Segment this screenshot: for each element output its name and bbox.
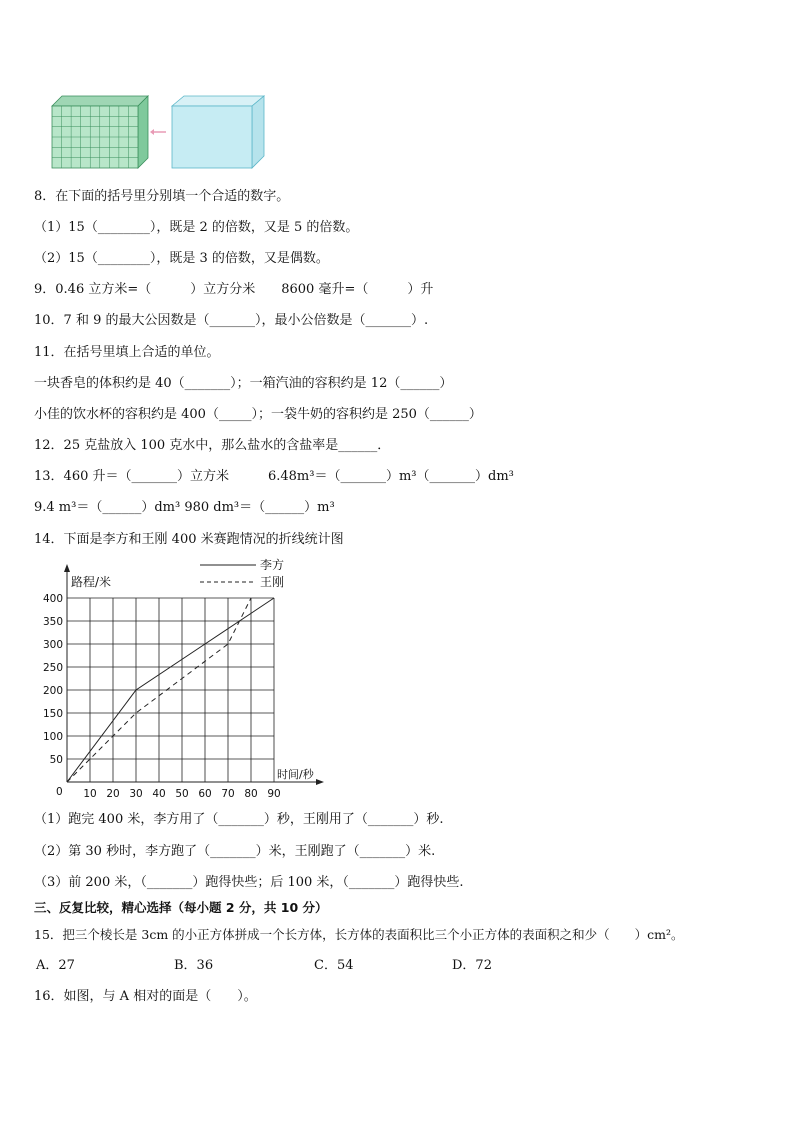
q14-title: 14．下面是李方和王刚 400 米赛跑情况的折线统计图 <box>34 532 344 547</box>
x-tick-label: 70 <box>221 788 235 800</box>
q13-line1: 13．460 升＝（_______）立方米 6.48m³＝（_______）m³（_______）dm³ <box>34 469 514 484</box>
q16: 16．如图，与 A 相对的面是（ ）。 <box>34 989 257 1004</box>
q8-part1: （1）15（________），既是 2 的倍数，又是 5 的倍数。 <box>34 220 359 235</box>
grid-cuboid <box>52 96 148 168</box>
y-tick-label: 300 <box>42 639 63 651</box>
line-chart <box>40 556 340 804</box>
q9: 9．0.46 立方米=（ ）立方分米 8600 毫升=（ ）升 <box>34 282 434 297</box>
q15-option-d[interactable]: D．72 <box>452 958 492 973</box>
y-axis-label: 路程/米 <box>71 575 112 589</box>
q15-option-c[interactable]: C．54 <box>314 958 354 973</box>
x-axis-label: 时间/秒 <box>277 768 314 781</box>
chart-grid <box>67 598 274 782</box>
q15-option-b[interactable]: B．36 <box>174 958 214 973</box>
q8-title: 8．在下面的括号里分别填一个合适的数字。 <box>34 189 290 204</box>
x-tick-label: 30 <box>129 788 143 800</box>
y-tick-label: 50 <box>49 754 63 766</box>
q15-option-a[interactable]: A．27 <box>36 958 75 973</box>
x-tick-label: 20 <box>106 788 120 800</box>
y-tick-label: 200 <box>42 685 63 697</box>
y-tick-label: 400 <box>42 593 63 605</box>
y-tick-label: 150 <box>42 708 63 720</box>
q11-title: 11．在括号里填上合适的单位。 <box>34 345 220 360</box>
x-tick-label: 60 <box>198 788 212 800</box>
empty-box <box>172 96 264 168</box>
q13-line2: 9.4 m³＝（______）dm³ 980 dm³＝（______）m³ <box>34 500 335 515</box>
y-axis-arrow-icon <box>64 564 70 572</box>
section-3-heading: 三、反复比较，精心选择（每小题 2 分，共 10 分） <box>34 900 328 915</box>
q10: 10．7 和 9 的最大公因数是（_______），最小公倍数是（_______）. <box>34 313 429 328</box>
q15-stem: 15．把三个棱长是 3cm 的小正方体拼成一个长方体，长方体的表面积比三个小正方体的表面积之和少（ ）cm²。 <box>34 927 684 942</box>
y-tick-label: 100 <box>42 731 63 743</box>
legend-label: 李方 <box>260 558 285 572</box>
q12: 12．25 克盐放入 100 克水中，那么盐水的含盐率是______． <box>34 438 391 453</box>
x-tick-label: 40 <box>152 788 166 800</box>
legend-label: 王刚 <box>260 575 285 589</box>
x-axis-arrow-icon <box>316 779 324 785</box>
chart-legend <box>200 557 284 589</box>
y-tick-label: 250 <box>42 662 63 674</box>
y-tick-label: 350 <box>42 616 63 628</box>
q11-line2: 小佳的饮水杯的容积约是 400（_____）；一袋牛奶的容积约是 250（______） <box>34 407 482 422</box>
x-tick-label: 90 <box>267 788 281 800</box>
arrow-icon <box>150 129 166 135</box>
cube-figure <box>44 90 274 172</box>
q11-line1: 一块香皂的体积约是 40（_______）；一箱汽油的容积约是 12（______） <box>34 376 453 391</box>
q14-part1: （1）跑完 400 米，李方用了（_______）秒，王刚用了（_______）秒. <box>34 812 444 827</box>
chart-ticks <box>43 593 281 800</box>
x-tick-label: 50 <box>175 788 189 800</box>
q14-part3: （3）前 200 米，（_______）跑得快些；后 100 米，（_______）跑得快些. <box>34 875 464 890</box>
origin-label: 0 <box>56 786 63 798</box>
x-tick-label: 80 <box>244 788 258 800</box>
q8-part2: （2）15（________），既是 3 的倍数，又是偶数。 <box>34 251 329 266</box>
q14-part2: （2）第 30 秒时，李方跑了（_______）米，王刚跑了（_______）米. <box>34 844 436 859</box>
x-tick-label: 10 <box>83 788 97 800</box>
chart-axes <box>64 564 324 785</box>
